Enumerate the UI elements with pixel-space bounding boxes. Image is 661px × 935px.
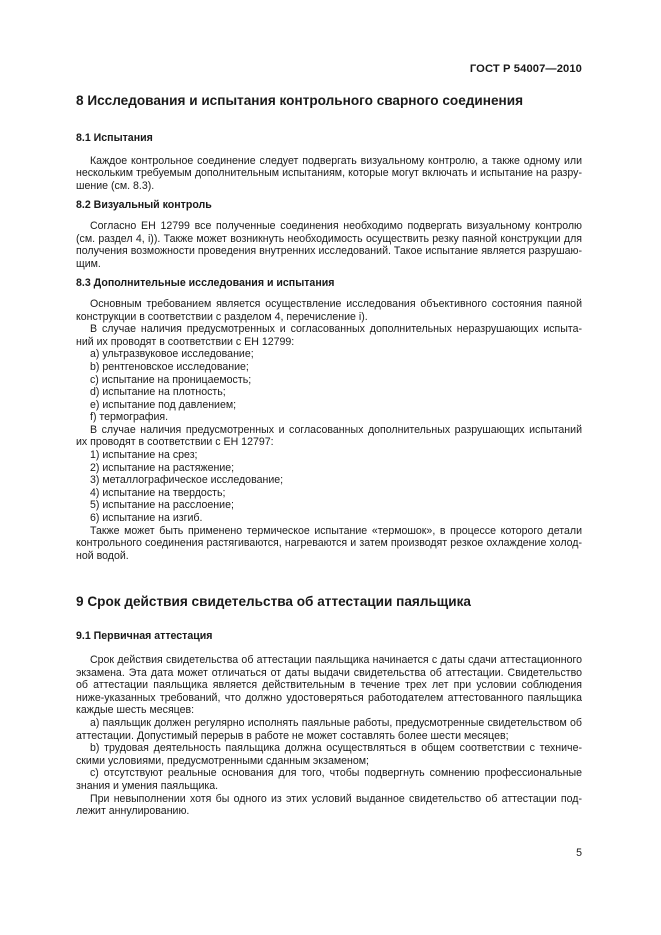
- paragraph: Каждое контрольное соединение следует подвергать визуальному контролю, а также одному или нескольким требуемым дополнительным испытаниям, которые могут включать и испытание на разру-шение (см. 8.3).: [76, 154, 582, 192]
- paragraph: Основным требованием является осуществление исследования объективного состояния паяной конструкции в соответствии с разделом 4, перечисление i).: [76, 297, 582, 323]
- document-body: [76, 92, 582, 818]
- destructive-test-list: [76, 449, 582, 525]
- list-item: 5) испытание на расслоение;: [90, 499, 234, 512]
- page-number: 5: [576, 847, 582, 859]
- paragraph: b) трудовая деятельность паяльщика должна осуществляться в общем соответствии с техниче-скими условиями, предусмотренными сданным экзаменом;: [76, 742, 582, 767]
- paragraph: При невыполнении хотя бы одного из этих условий выданное свидетельство об аттестации под-лежит аннулированию.: [76, 792, 582, 818]
- subsection-8-3-title: 8.3 Дополнительные исследования и испытания: [76, 277, 335, 290]
- list-item: 1) испытание на срез;: [90, 449, 198, 462]
- subsection-9-1-title: 9.1 Первичная аттестация: [76, 630, 213, 643]
- list-item: f) термография.: [90, 411, 169, 424]
- section-9-title: 9 Срок действия свидетельства об аттестации паяльщика: [76, 594, 471, 610]
- list-item: е) испытание под давлением;: [90, 398, 237, 411]
- paragraph: Также может быть применено термическое испытание «термошок», в процессе которого детали контрольного соединения растягиваются, нагреваются и затем производят резкое охлаждение холод-ной водой.: [76, 524, 582, 562]
- list-item: 4) испытание на твердость;: [90, 486, 226, 499]
- paragraph: Согласно ЕН 12799 все полученные соединения необходимо подвергать визуальному контролю (см. раздел 4, i)). Также может возникнуть необходимость осуществить резку паяной конструкции для получения возможности проведения внутренних исследований. Такое испытание является разрушаю-щим.: [76, 219, 582, 270]
- subsection-8-1-title: 8.1 Испытания: [76, 132, 153, 144]
- subsection-8-2-title: 8.2 Визуальный контроль: [76, 199, 212, 212]
- list-item: d) испытание на плотность;: [90, 386, 226, 399]
- list-item: b) рентгеновское исследование;: [90, 360, 249, 373]
- paragraph: В случае наличия предусмотренных и согласованных дополнительных неразрушающих испыта-ний их проводят в соответствии с ЕН 12799:: [76, 323, 582, 348]
- list-item: с) испытание на проницаемость;: [90, 373, 252, 386]
- ndt-list: [76, 348, 582, 424]
- paragraph: Срок действия свидетельства об аттестации паяльщика начинается с даты сдачи аттестационного экзамена. Эта дата может отличаться от даты выдачи свидетельства об аттестации. Свидетельство об аттестации паяльщика является действительным в течение трех лет при условии соблюдения ниже-указанных требований, что должно удостоверяться работодателем аттестованного паяльщика каждые шесть месяцев:: [76, 654, 582, 717]
- paragraph: с) отсутствуют реальные основания для того, чтобы подвергнуть сомнению профессиональные знания и умения паяльщика.: [76, 767, 582, 792]
- paragraph: В случае наличия предусмотренных и согласованных дополнительных разрушающих испытаний их проводят в соответствии с ЕН 12797:: [76, 423, 582, 449]
- list-item: а) ультразвуковое исследование;: [90, 348, 254, 361]
- list-item: 3) металлографическое исследование;: [90, 474, 284, 487]
- section-8-title: 8 Исследования и испытания контрольного сварного соединения: [76, 93, 524, 108]
- document-header: ГОСТ Р 54007—2010: [469, 63, 582, 75]
- paragraph: а) паяльщик должен регулярно исполнять паяльные работы, предусмотренные свидетельством об аттестации. Допустимый перерыв в работе не может составлять более шести месяцев;: [76, 716, 582, 742]
- list-item: 2) испытание на растяжение;: [90, 461, 235, 474]
- list-item: 6) испытание на изгиб.: [90, 512, 203, 525]
